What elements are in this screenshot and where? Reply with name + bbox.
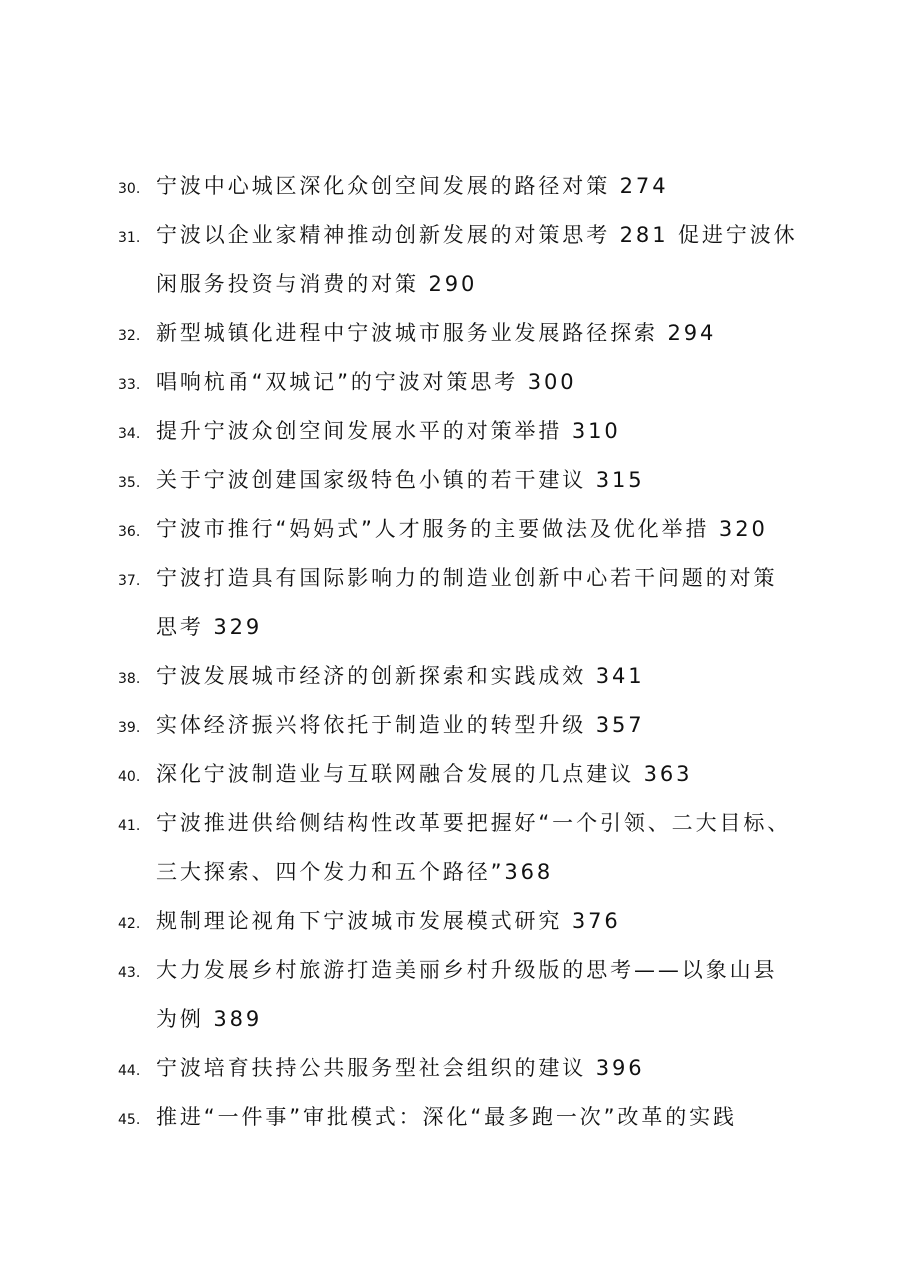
toc-entry — [118, 1096, 818, 1145]
toc-entry-title: 三大探索、四个发力和五个路径”368 — [156, 860, 554, 884]
toc-entry-title: 宁波打造具有国际影响力的制造业创新中心若干问题的对策 — [156, 566, 778, 590]
toc-entry — [118, 410, 818, 459]
toc-entry-title: 唱响杭甬“双城记”的宁波对策思考 300 — [156, 370, 577, 394]
toc-entry-title: 为例 389 — [156, 1007, 263, 1031]
toc-entry-title: 实体经济振兴将依托于制造业的转型升级 357 — [156, 713, 645, 737]
toc-entry-title: 规制理论视角下宁波城市发展模式研究 376 — [156, 909, 621, 933]
toc-entry — [118, 557, 818, 606]
toc-entry — [118, 165, 818, 214]
toc-entry-number: 44. — [118, 1063, 141, 1079]
toc-entry-number: 32. — [118, 328, 141, 344]
toc-entry — [118, 1047, 818, 1096]
toc-entry-number: 40. — [118, 769, 141, 785]
toc-entry-title: 宁波发展城市经济的创新探索和实践成效 341 — [156, 664, 645, 688]
toc-entry-number: 43. — [118, 965, 141, 981]
toc-entry — [118, 900, 818, 949]
toc-entry-title: 宁波以企业家精神推动创新发展的对策思考 281 促进宁波休 — [156, 223, 798, 247]
toc-entry-title: 思考 329 — [156, 615, 263, 639]
toc-entry-number: 30. — [118, 181, 141, 197]
toc-entry-number: 33. — [118, 377, 141, 393]
table-of-contents — [118, 165, 818, 1145]
toc-entry — [118, 704, 818, 753]
toc-entry-number: 31. — [118, 230, 141, 246]
toc-entry — [118, 361, 818, 410]
toc-entry-title: 深化宁波制造业与互联网融合发展的几点建议 363 — [156, 762, 693, 786]
toc-entry — [118, 459, 818, 508]
toc-entry-title: 宁波培育扶持公共服务型社会组织的建议 396 — [156, 1056, 645, 1080]
toc-entry-number: 38. — [118, 671, 141, 687]
toc-entry-continuation — [118, 263, 818, 312]
toc-entry-number: 37. — [118, 573, 141, 589]
toc-entry — [118, 949, 818, 998]
toc-entry — [118, 753, 818, 802]
toc-entry-number: 34. — [118, 426, 141, 442]
toc-entry-number: 35. — [118, 475, 141, 491]
toc-entry-continuation — [118, 606, 818, 655]
toc-entry — [118, 312, 818, 361]
toc-entry-title: 宁波推进供给侧结构性改革要把握好“一个引领、二大目标、 — [156, 811, 792, 835]
toc-entry-title: 关于宁波创建国家级特色小镇的若干建议 315 — [156, 468, 645, 492]
toc-entry-continuation — [118, 998, 818, 1047]
toc-entry-title: 推进“一件事”审批模式：深化“最多跑一次”改革的实践 — [156, 1105, 737, 1129]
toc-entry-number: 41. — [118, 818, 141, 834]
toc-entry-title: 提升宁波众创空间发展水平的对策举措 310 — [156, 419, 621, 443]
toc-entry-title: 宁波市推行“妈妈式”人才服务的主要做法及优化举措 320 — [156, 517, 768, 541]
toc-entry — [118, 802, 818, 851]
toc-entry-title: 闲服务投资与消费的对策 290 — [156, 272, 478, 296]
toc-entry-number: 45. — [118, 1112, 141, 1128]
toc-entry — [118, 508, 818, 557]
toc-entry-title: 新型城镇化进程中宁波城市服务业发展路径探索 294 — [156, 321, 717, 345]
toc-entry — [118, 214, 818, 263]
toc-entry-number: 39. — [118, 720, 141, 736]
toc-entry-title: 大力发展乡村旅游打造美丽乡村升级版的思考——以象山县 — [156, 958, 778, 982]
toc-entry-number: 36. — [118, 524, 141, 540]
toc-entry-title: 宁波中心城区深化众创空间发展的路径对策 274 — [156, 174, 669, 198]
toc-entry-continuation — [118, 851, 818, 900]
toc-entry-number: 42. — [118, 916, 141, 932]
toc-entry — [118, 655, 818, 704]
